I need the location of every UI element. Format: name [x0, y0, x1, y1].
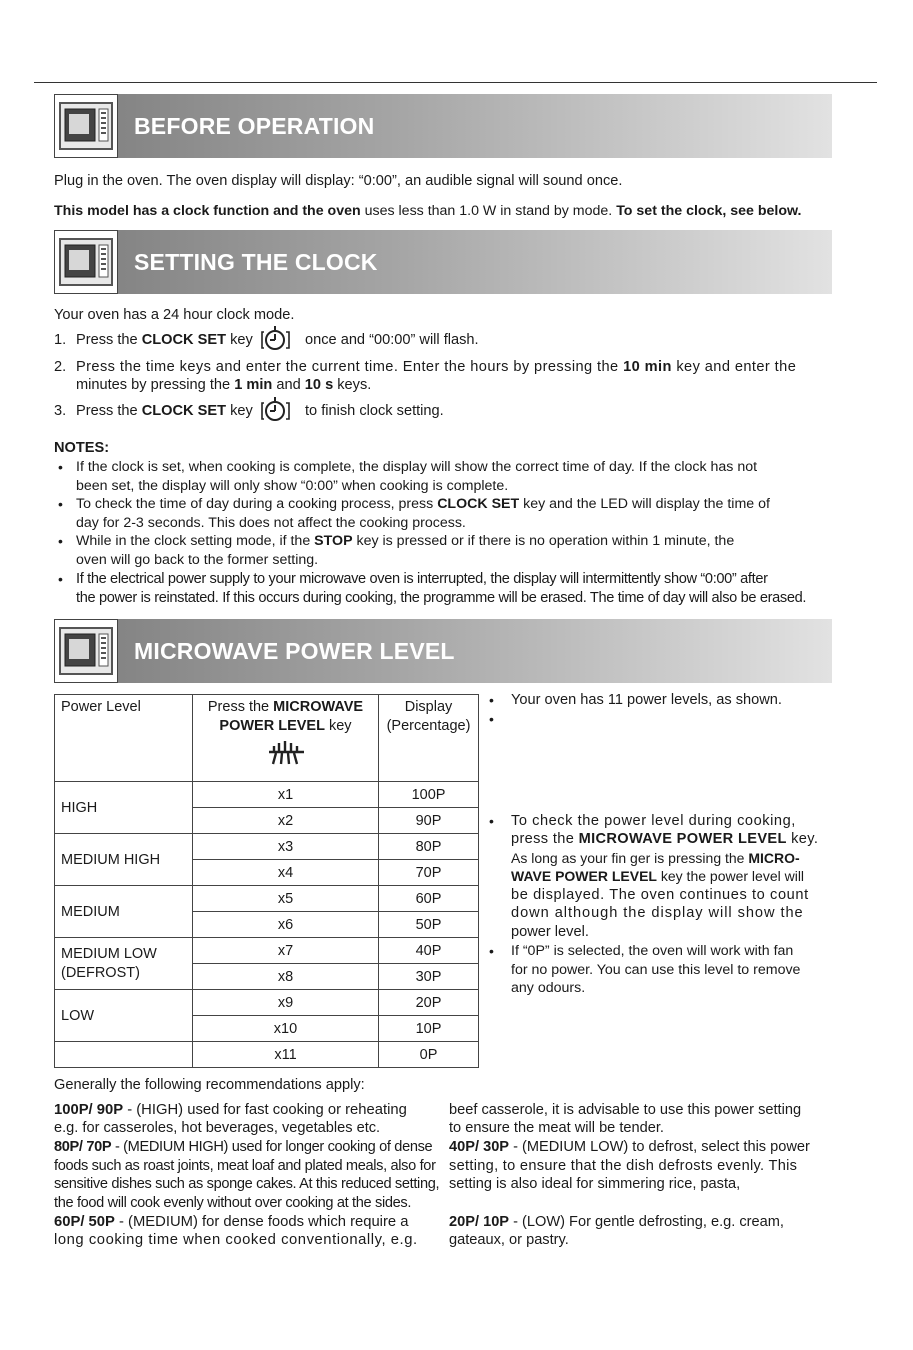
display-value: 90P	[379, 808, 479, 834]
rec-3-line-2: long cooking time when cooked conventionally, e.g.	[54, 1232, 418, 1248]
note-2-line-2: day for 2-3 seconds. This does not affect the cooking process.	[76, 515, 466, 531]
table-row	[55, 834, 479, 860]
rec-4-line-1: 40P/ 30P - (MEDIUM LOW) to defrost, select this power	[449, 1139, 810, 1155]
display-value: 80P	[379, 834, 479, 860]
section-title: MICROWAVE POWER LEVEL	[134, 638, 455, 664]
table-row	[55, 1042, 479, 1068]
bullet: •	[58, 496, 63, 512]
before-line-1: Plug in the oven. The oven display will display: “0:00”, an audible signal will sound once.	[54, 173, 623, 189]
level-name-empty	[55, 1042, 193, 1068]
display-value: 20P	[379, 990, 479, 1016]
section-title: SETTING THE CLOCK	[134, 249, 378, 275]
bullet: •	[58, 533, 63, 549]
clock-step-3: Press the CLOCK SET key	[76, 403, 253, 419]
banner-setting-clock	[54, 230, 832, 294]
bullet: •	[58, 571, 63, 587]
clock-step-1-tail: once and “00:00” will flash.	[305, 332, 479, 348]
side-bullet-3-line-3: As long as your fin ger is pressing the MICRO-	[511, 850, 800, 866]
step-number: 2.	[54, 359, 67, 375]
bullet: •	[489, 711, 494, 727]
header-rule	[34, 82, 877, 83]
clock-set-key-icon	[259, 325, 293, 351]
side-bullet-3-line-2: press the MICROWAVE POWER LEVEL key.	[511, 831, 819, 847]
level-name: HIGH	[55, 782, 193, 834]
press-count: x9	[193, 990, 379, 1016]
rec-2-line-1: 80P/ 70P - (MEDIUM HIGH) used for longer cooking of dense	[54, 1139, 433, 1155]
clock-intro: Your oven has a 24 hour clock mode.	[54, 307, 295, 323]
table-row	[55, 886, 479, 912]
rec-4-line-3: setting is also ideal for simmering rice, pasta,	[449, 1176, 741, 1192]
side-bullet-3-line-4: WAVE POWER LEVEL key the power level will	[511, 868, 805, 884]
notes-heading: NOTES:	[54, 440, 110, 456]
side-bullet-3-line-6: down although the display will show the	[511, 905, 804, 921]
microwave-oven-icon	[54, 619, 118, 683]
clock-step-1: Press the CLOCK SET key	[76, 332, 253, 348]
step-number: 3.	[54, 403, 67, 419]
display-value: 30P	[379, 964, 479, 990]
note-3-line-1: While in the clock setting mode, if the STOP key is pressed or if there is no operation within 1 minute, the	[76, 533, 735, 549]
press-count: x3	[193, 834, 379, 860]
press-count: x1	[193, 782, 379, 808]
banner-before-operation	[54, 94, 832, 158]
note-3-line-2: oven will go back to the former setting.	[76, 552, 319, 568]
banner-power-level	[54, 619, 832, 683]
rec-2-line-2: foods such as roast joints, meat loaf and plated meals, also for	[54, 1158, 436, 1174]
clock-set-key-icon	[259, 396, 293, 422]
display-value: 100P	[379, 782, 479, 808]
display-value: 50P	[379, 912, 479, 938]
table-header-row	[55, 695, 479, 782]
note-2-line-1: To check the time of day during a cooking process, press CLOCK SET key and the LED will display the time of	[76, 496, 770, 512]
side-bullet-3-line-1: To check the power level during cooking,	[511, 813, 796, 829]
level-name: MEDIUM	[55, 886, 193, 938]
level-name: MEDIUM LOW (DEFROST)	[55, 938, 193, 990]
rec-3-cont-line-1: beef casserole, it is advisable to use this power setting	[449, 1102, 802, 1118]
level-name: MEDIUM HIGH	[55, 834, 193, 886]
press-count: x11	[193, 1042, 379, 1068]
note-1-line-2: been set, the display will only show “0:00” when cooking is complete.	[76, 478, 509, 494]
display-value: 10P	[379, 1016, 479, 1042]
press-count: x7	[193, 938, 379, 964]
step-number: 1.	[54, 332, 67, 348]
display-value: 70P	[379, 860, 479, 886]
clock-step-3-tail: to finish clock setting.	[305, 403, 444, 419]
table-row	[55, 990, 479, 1016]
table-row	[55, 938, 479, 964]
display-value: 60P	[379, 886, 479, 912]
rec-3-line-1: 60P/ 50P - (MEDIUM) for dense foods which require a	[54, 1214, 409, 1230]
press-count: x4	[193, 860, 379, 886]
press-count: x5	[193, 886, 379, 912]
press-count: x2	[193, 808, 379, 834]
display-value: 40P	[379, 938, 479, 964]
bullet: •	[489, 813, 494, 829]
bullet: •	[489, 943, 494, 959]
recommendations-intro: Generally the following recommendations apply:	[54, 1077, 365, 1093]
press-count: x8	[193, 964, 379, 990]
rec-1-line-2: e.g. for casseroles, hot beverages, vegetables etc.	[54, 1120, 381, 1136]
rec-1-line-1: 100P/ 90P - (HIGH) used for fast cooking or reheating	[54, 1102, 407, 1118]
table-row	[55, 782, 479, 808]
side-bullet-4-line-3: any odours.	[511, 980, 586, 996]
level-name: LOW	[55, 990, 193, 1042]
note-4-line-2: the power is reinstated. If this occurs during cooking, the programme will be erased. The time of day will also be erased.	[76, 590, 807, 606]
clock-step-2-line-1: Press the time keys and enter the current time. Enter the hours by pressing the 10 min key and enter the	[76, 359, 797, 375]
display-value: 0P	[379, 1042, 479, 1068]
power-level-key-icon	[193, 740, 378, 768]
rec-2-line-3: sensitive dishes such as sponge cakes. At this reduced setting,	[54, 1176, 440, 1192]
rec-4-line-2: setting, to ensure that the dish defrosts evenly. This	[449, 1158, 798, 1174]
bullet: •	[489, 692, 494, 708]
before-line-2: This model has a clock function and the oven uses less than 1.0 W in stand by mode. To set the clock, see below.	[54, 203, 802, 219]
rec-2-line-4: the food will cook evenly without over cooking at the sides.	[54, 1195, 412, 1211]
rec-5-line-2: gateaux, or pastry.	[449, 1232, 569, 1248]
section-title: BEFORE OPERATION	[134, 113, 375, 139]
header-display: Display (Percentage)	[379, 695, 479, 782]
note-1-line-1: If the clock is set, when cooking is complete, the display will show the correct time of day. If the clock has not	[76, 459, 758, 475]
microwave-oven-icon	[54, 230, 118, 294]
press-count: x10	[193, 1016, 379, 1042]
header-power-level: Power Level	[55, 695, 193, 782]
power-level-table	[54, 694, 479, 1068]
microwave-oven-icon	[54, 94, 118, 158]
side-bullet-3-line-5: be displayed. The oven continues to count	[511, 887, 809, 903]
header-press-key: Press the MICROWAVE POWER LEVEL key	[193, 695, 379, 782]
note-4-line-1: If the electrical power supply to your microwave oven is interrupted, the display will intermittently show “0:00” after	[76, 571, 768, 587]
side-bullet-1: Your oven has 11 power levels, as shown.	[511, 692, 782, 708]
side-bullet-4-line-1: If “0P” is selected, the oven will work with fan	[511, 943, 794, 959]
side-bullet-3-line-7: power level.	[511, 924, 589, 940]
press-count: x6	[193, 912, 379, 938]
rec-3-cont-line-2: to ensure the meat will be tender.	[449, 1120, 664, 1136]
clock-step-2-line-2: minutes by pressing the 1 min and 10 s keys.	[76, 377, 372, 393]
side-bullet-4-line-2: for no power. You can use this level to remove	[511, 962, 801, 978]
rec-5-line-1: 20P/ 10P - (LOW) For gentle defrosting, e.g. cream,	[449, 1214, 784, 1230]
bullet: •	[58, 459, 63, 475]
